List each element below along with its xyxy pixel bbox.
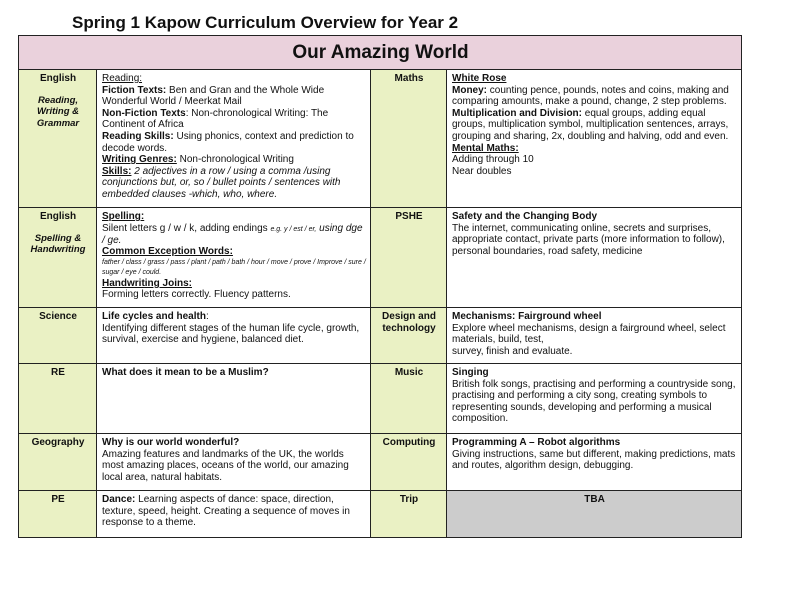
- multiplication-text: equal groups, adding equal groups, multiplication symbol, multiplication sentences, arrays, grouping and sharing, 2x, doubling and halving, odd and even.: [452, 107, 729, 142]
- subject-cell-maths: [371, 70, 447, 208]
- content-cell-dt: [447, 308, 742, 364]
- content-cell-computing: [447, 434, 742, 491]
- multiplication-label: Multiplication and Division:: [452, 107, 582, 119]
- subject-cell-computing: [371, 434, 447, 491]
- spelling-tail: using dge / ge.: [102, 222, 363, 246]
- grammar-skills-text: 2 adjectives in a row / using a comma /using conjunctions but, or, so / bullet points / sentences with embedded clauses -which, who, where.: [102, 165, 341, 200]
- subject-cell-science: [19, 308, 97, 364]
- computing-heading: Programming A – Robot algorithms: [452, 437, 621, 448]
- subject-cell-dt: [371, 308, 447, 364]
- mental-maths-item: Near doubles: [452, 165, 512, 177]
- subject-label: PE: [51, 494, 65, 505]
- subject-cell-re: [19, 364, 97, 434]
- fiction-label: Fiction Texts:: [102, 84, 167, 96]
- subject-cell-english-spelling: [19, 208, 97, 308]
- cew-heading: Common Exception Words:: [102, 246, 233, 258]
- content-cell-english-reading: [97, 70, 371, 208]
- subject-label: PSHE: [395, 211, 423, 222]
- curriculum-table: [18, 35, 742, 538]
- spelling-example: e.g. y / est / er,: [270, 225, 317, 233]
- money-text: counting pence, pounds, notes and coins, making and comparing amounts, make a pound, change, 2 step problems.: [452, 84, 729, 108]
- spelling-heading: Spelling:: [102, 211, 145, 222]
- content-cell-pshe: [447, 208, 742, 308]
- science-text: Identifying different stages of the human life cycle, growth, survival, exercise and hygiene, balanced diet.: [102, 322, 360, 346]
- content-cell-maths: [447, 70, 742, 208]
- reading-skills-text: Using phonics, context and prediction to decode words.: [102, 130, 354, 154]
- subject-cell-music: [371, 364, 447, 434]
- dt-heading: Mechanisms: Fairground wheel: [452, 311, 602, 322]
- subject-label: Computing: [382, 437, 436, 448]
- subject-label: Maths: [394, 73, 424, 84]
- pshe-text: The internet, communicating online, secrets and surprises, appropriate contact, private parts (more information to follow), personal boundaries, road safety, medicine: [452, 222, 725, 257]
- nonfiction-label: Non-Fiction Texts: [102, 107, 186, 119]
- spelling-text: Silent letters g / w / k, adding endings: [102, 222, 271, 234]
- topic-banner: Our Amazing World: [19, 36, 742, 70]
- geography-text: Amazing features and landmarks of the UK, the worlds most amazing places, oceans of the world, our amazing local area, natural habitats.: [102, 448, 349, 483]
- content-cell-music: [447, 364, 742, 434]
- subject-cell-pe: [19, 491, 97, 538]
- science-colon: :: [205, 311, 209, 322]
- table-row: [19, 491, 742, 538]
- handwriting-heading: Handwriting Joins:: [102, 277, 192, 289]
- table-row: [19, 364, 742, 434]
- cew-text: father / class / grass / pass / plant / path / bath / hour / move / prove / Improve / sure / sugar / eye / could.: [102, 258, 366, 276]
- content-cell-pe: [97, 491, 371, 538]
- subject-cell-english-reading: [19, 70, 97, 208]
- subject-label: Geography: [31, 437, 85, 448]
- subject-label: RE: [51, 367, 65, 378]
- subject-label: English: [39, 211, 77, 222]
- subject-cell-trip: [371, 491, 447, 538]
- table-row: [19, 434, 742, 491]
- trip-cell: TBA: [447, 491, 742, 538]
- content-cell-science: [97, 308, 371, 364]
- pe-label: Dance:: [102, 494, 136, 505]
- subject-label: Music: [394, 367, 424, 378]
- writing-genres-label: Writing Genres:: [102, 154, 177, 166]
- subject-label: Trip: [399, 494, 419, 505]
- subject-cell-pshe: [371, 208, 447, 308]
- subject-label: Science: [39, 311, 77, 322]
- music-heading: Singing: [452, 367, 489, 378]
- fiction-text: Ben and Gran and the Whole Wide Wonderful World / Meerkat Mail: [102, 84, 325, 108]
- subject-label: English: [39, 73, 77, 84]
- dt-text-2: survey, finish and evaluate.: [452, 345, 573, 357]
- table-row: [19, 308, 742, 364]
- science-heading: Life cycles and health: [102, 311, 206, 322]
- re-heading: What does it mean to be a Muslim?: [102, 367, 269, 378]
- computing-text: Giving instructions, same but different, making predictions, mats and routes, algorithm design, debugging.: [452, 448, 736, 472]
- subject-sublabel: Reading, Writing & Grammar: [36, 94, 80, 129]
- subject-label: Design and technology: [382, 311, 436, 334]
- content-cell-english-spelling: [97, 208, 371, 308]
- table-row: [19, 70, 742, 208]
- subject-sublabel: Spelling & Handwriting: [30, 232, 86, 256]
- nonfiction-text: : Non-chronological Writing: The Continent of Africa: [102, 107, 329, 131]
- mental-maths-item: Adding through 10: [452, 154, 534, 166]
- reading-heading: Reading:: [102, 73, 143, 84]
- pe-text: Learning aspects of dance: space, direction, texture, speed, height. Creating a sequence of moves in response to a theme.: [102, 494, 350, 529]
- music-text: British folk songs, practising and performing a countryside song, practising and performing a city song, creating symbols to representing sounds, developing and performing a musical composition.: [452, 378, 736, 425]
- content-cell-geography: [97, 434, 371, 491]
- geography-heading: Why is our world wonderful?: [102, 437, 240, 448]
- handwriting-text: Forming letters correctly. Fluency patterns.: [102, 289, 291, 301]
- dt-text: Explore wheel mechanisms, design a fairground wheel, select materials, build, test,: [452, 322, 726, 346]
- maths-scheme: White Rose: [452, 73, 507, 84]
- table-row: [19, 208, 742, 308]
- content-cell-re: [97, 364, 371, 434]
- document-title: Spring 1 Kapow Curriculum Overview for Year 2: [72, 13, 459, 32]
- pshe-heading: Safety and the Changing Body: [452, 211, 598, 222]
- writing-genres-text: Non-chronological Writing: [176, 154, 294, 166]
- mental-maths-label: Mental Maths:: [452, 142, 519, 154]
- reading-skills-label: Reading Skills:: [102, 130, 174, 142]
- grammar-skills-label: Skills:: [102, 165, 132, 177]
- subject-cell-geography: [19, 434, 97, 491]
- money-label: Money:: [452, 84, 487, 96]
